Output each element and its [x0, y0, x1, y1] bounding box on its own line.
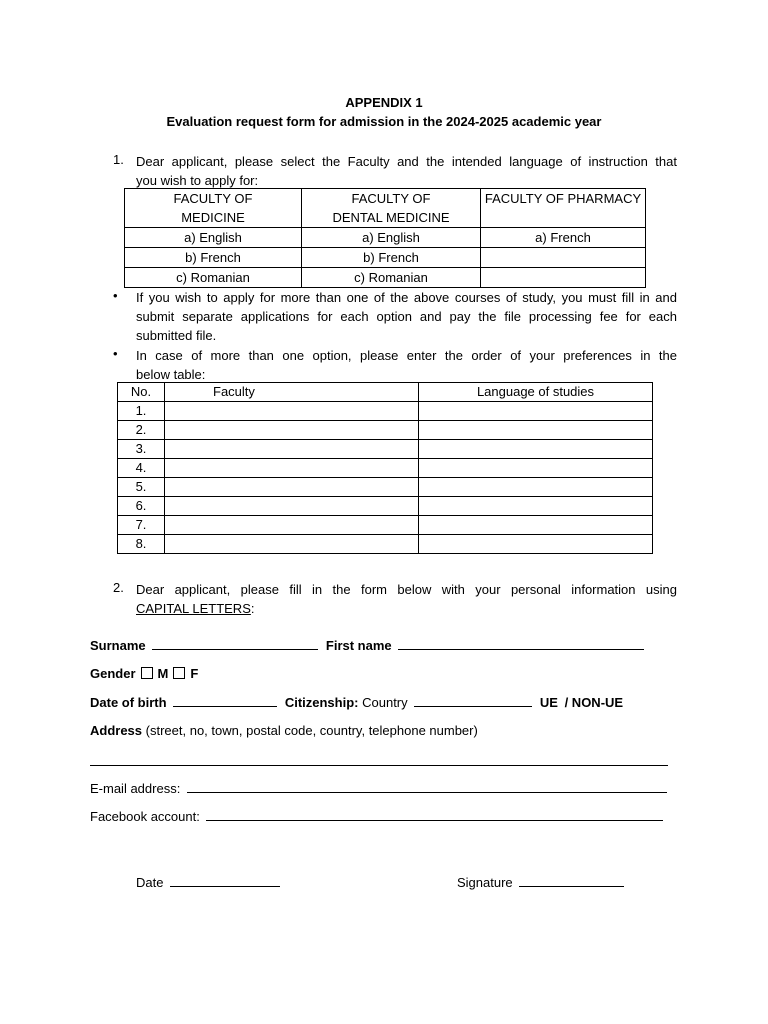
bullet2-line: In case of more than one option, please enter the order of your preferences in the — [136, 348, 677, 363]
form-title: Evaluation request form for admission in the 2024-2025 academic year — [166, 114, 602, 129]
faculty-table-row — [125, 248, 646, 268]
first-name-label: First name — [325, 638, 392, 653]
facebook-label: Facebook account: — [90, 809, 200, 824]
bullet1-line: submitted file. — [136, 328, 217, 343]
gender-f-checkbox[interactable] — [173, 667, 185, 679]
preference-row — [118, 421, 653, 440]
faculty-header-dental-line2: DENTAL MEDICINE — [332, 210, 450, 225]
section1-intro-line2: you wish to apply for: — [136, 173, 259, 188]
preference-row-number: 4. — [118, 459, 165, 478]
section2-intro-line1: Dear applicant, please fill in the form below with your personal information using — [136, 582, 677, 597]
preference-faculty-cell[interactable] — [165, 402, 419, 421]
preference-row — [118, 535, 653, 554]
signature-row — [457, 874, 624, 890]
address-label: Address — [90, 723, 143, 738]
section2-intro-colon: : — [250, 601, 255, 616]
preference-row — [118, 516, 653, 535]
capital-letters-emphasis: CAPITAL LETTERS — [136, 601, 251, 616]
preference-header-faculty: Faculty — [165, 383, 419, 402]
address-hint: (street, no, town, postal code, country, telephone number) — [145, 723, 478, 738]
faculty-option-cell — [481, 248, 646, 268]
section2-intro-line2 — [136, 599, 677, 618]
gender-m-label: M — [157, 666, 169, 681]
email-row — [90, 780, 667, 796]
address-field[interactable] — [90, 753, 668, 766]
preference-header-language: Language of studies — [419, 383, 653, 402]
surname-label: Surname — [90, 638, 146, 653]
preference-language-cell[interactable] — [419, 478, 653, 497]
section1-number: 1. — [113, 152, 124, 167]
faculty-table-row — [125, 268, 646, 288]
gender-m-checkbox[interactable] — [141, 667, 153, 679]
country-label: Country — [362, 695, 408, 710]
surname-field[interactable] — [152, 637, 318, 650]
gender-f-label: F — [190, 666, 199, 681]
bullet1-line: submit separate applications for each option and pay the file processing fee for each — [136, 309, 677, 324]
dob-label: Date of birth — [90, 695, 167, 710]
preference-language-cell[interactable] — [419, 402, 653, 421]
preference-language-cell[interactable] — [419, 516, 653, 535]
faculty-header-dental — [302, 189, 481, 228]
faculty-header-pharmacy — [481, 189, 646, 228]
section2-intro — [136, 580, 677, 618]
preference-row — [118, 478, 653, 497]
preference-language-cell[interactable] — [419, 459, 653, 478]
faculty-option-cell[interactable]: a) English — [302, 228, 481, 248]
preference-row — [118, 497, 653, 516]
faculty-option-cell[interactable]: b) French — [302, 248, 481, 268]
bullet2-line: below table: — [136, 367, 206, 382]
faculty-table-row — [125, 228, 646, 248]
name-row — [90, 637, 644, 653]
preference-faculty-cell[interactable] — [165, 516, 419, 535]
address-row — [90, 723, 478, 738]
preference-row — [118, 459, 653, 478]
date-label: Date — [136, 875, 164, 890]
dob-citizenship-row — [90, 694, 623, 710]
preference-language-cell[interactable] — [419, 535, 653, 554]
preference-row-number: 1. — [118, 402, 165, 421]
preference-row-number: 2. — [118, 421, 165, 440]
faculty-option-cell[interactable]: c) Romanian — [302, 268, 481, 288]
non-ue-option[interactable]: / NON-UE — [564, 695, 624, 710]
preference-row — [118, 440, 653, 459]
faculty-header-medicine-line1: FACULTY OF — [173, 191, 253, 206]
preference-language-cell[interactable] — [419, 440, 653, 459]
bullet-dot: • — [113, 346, 118, 361]
faculty-header-medicine-line2: MEDICINE — [181, 210, 245, 225]
facebook-row — [90, 808, 663, 824]
signature-label: Signature — [457, 875, 513, 890]
dob-field[interactable] — [173, 694, 277, 707]
section2-number: 2. — [113, 580, 124, 595]
preference-faculty-cell[interactable] — [165, 535, 419, 554]
preference-faculty-cell[interactable] — [165, 459, 419, 478]
preference-language-cell[interactable] — [419, 497, 653, 516]
bullet-dot: • — [113, 288, 118, 303]
preference-row-number: 6. — [118, 497, 165, 516]
faculty-header-pharmacy-line1: FACULTY OF PHARMACY — [484, 191, 642, 206]
section1-intro — [136, 152, 677, 190]
bullet2-text — [136, 346, 677, 384]
section1-intro-line1: Dear applicant, please select the Faculty and the intended language of instruction that — [136, 154, 677, 169]
preference-header-no: No. — [118, 383, 165, 402]
appendix-heading: APPENDIX 1 — [345, 95, 423, 110]
preference-faculty-cell[interactable] — [165, 421, 419, 440]
faculty-option-cell[interactable]: a) French — [481, 228, 646, 248]
preference-row-number: 8. — [118, 535, 165, 554]
preference-faculty-cell[interactable] — [165, 440, 419, 459]
preference-row — [118, 402, 653, 421]
email-field[interactable] — [187, 780, 667, 793]
bullet1-line: If you wish to apply for more than one of the above courses of study, you must fill in and — [136, 290, 677, 305]
preference-table — [117, 382, 653, 554]
ue-option[interactable]: UE — [539, 695, 558, 710]
faculty-option-cell[interactable]: b) French — [125, 248, 302, 268]
preference-table-header-row — [118, 383, 653, 402]
faculty-table — [124, 188, 646, 288]
faculty-option-cell[interactable]: c) Romanian — [125, 268, 302, 288]
email-label: E-mail address: — [90, 781, 181, 796]
bullet1-text — [136, 288, 677, 345]
gender-label: Gender — [90, 666, 136, 681]
date-row — [136, 874, 280, 890]
preference-faculty-cell[interactable] — [165, 478, 419, 497]
signature-field[interactable] — [519, 874, 624, 887]
country-field[interactable] — [414, 694, 532, 707]
first-name-field[interactable] — [398, 637, 644, 650]
faculty-option-cell — [481, 268, 646, 288]
preference-faculty-cell[interactable] — [165, 497, 419, 516]
faculty-table-header-row — [125, 189, 646, 228]
faculty-option-cell[interactable]: a) English — [125, 228, 302, 248]
facebook-field[interactable] — [206, 808, 663, 821]
preference-language-cell[interactable] — [419, 421, 653, 440]
citizenship-label: Citizenship: — [284, 695, 359, 710]
faculty-header-medicine — [125, 189, 302, 228]
preference-row-number: 7. — [118, 516, 165, 535]
faculty-header-dental-line1: FACULTY OF — [351, 191, 431, 206]
gender-row — [90, 666, 198, 681]
preference-row-number: 3. — [118, 440, 165, 459]
preference-row-number: 5. — [118, 478, 165, 497]
date-field[interactable] — [170, 874, 280, 887]
